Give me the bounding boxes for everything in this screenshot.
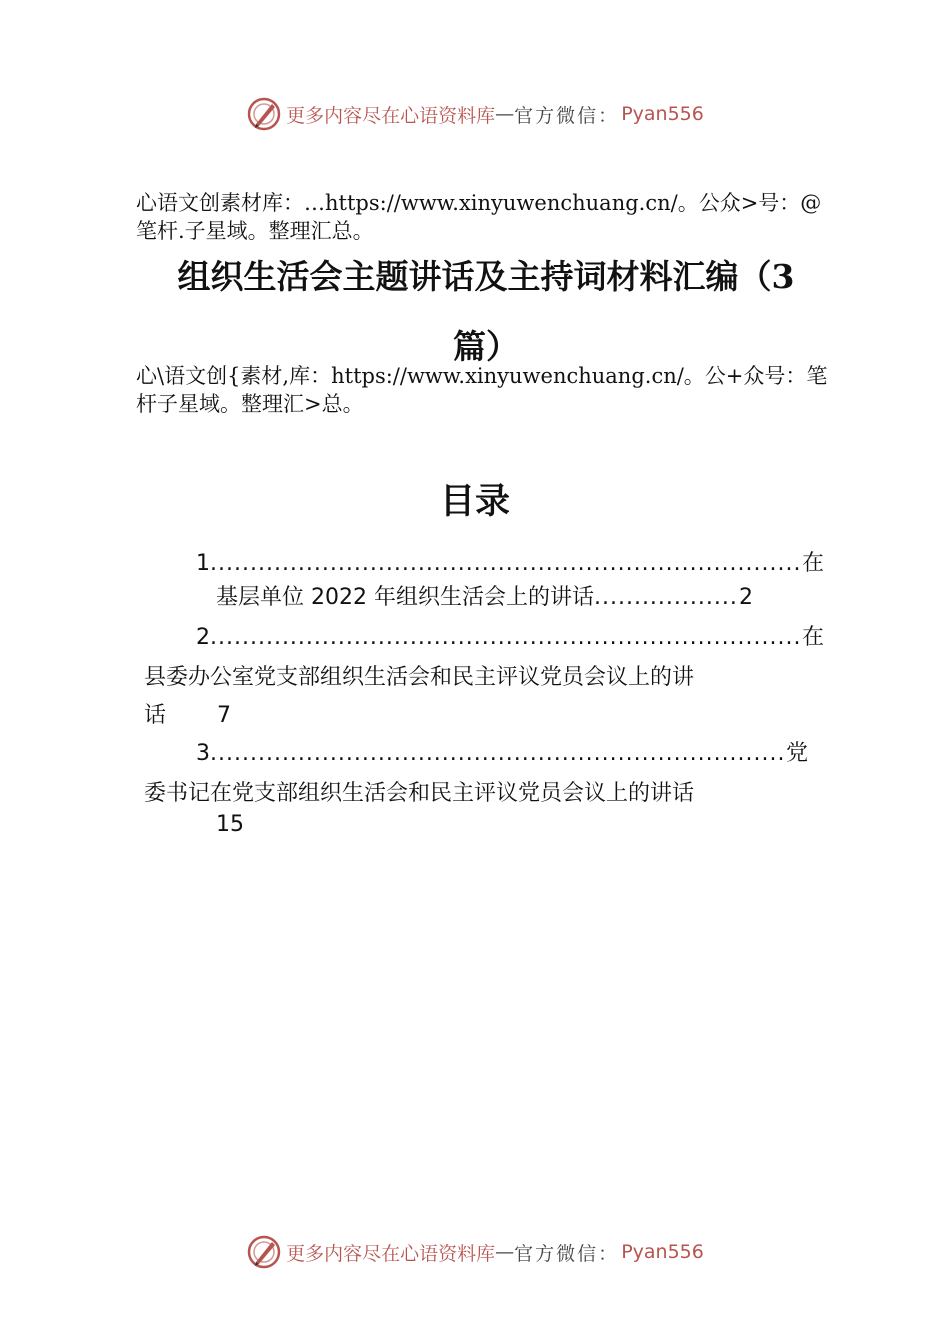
toc-leader-dots [210,551,802,576]
toc-item-3-end[interactable] [144,812,896,846]
banner-text: 更多内容尽在心语资料库 [286,104,496,127]
document-title [136,242,836,382]
footer-banner [0,1232,950,1272]
toc-item-page: 2 [738,585,753,610]
banner-separator: — [495,103,515,125]
toc-item-page: 7 [217,703,232,728]
title-line-1: 组织生活会主题讲话及主持词材料汇编（3 [177,257,795,296]
pen-logo-icon [246,1234,282,1270]
toc-item-page: 15 [216,812,244,837]
title-line-2: 篇） [453,327,519,366]
toc-item-text-start: 在 [801,551,824,576]
toc-item-text: 话 [144,703,167,728]
toc-item-2-end[interactable] [144,698,824,732]
banner-wechat-label: 官方微信： [514,104,620,127]
toc-item-3-rest[interactable] [144,776,824,810]
toc-item-2-lead[interactable] [144,620,824,654]
toc-heading: 目录 [439,481,510,522]
toc-leader-dots [210,741,786,766]
toc-item-3-lead[interactable] [144,736,808,770]
toc-item-text: 县委办公室党支部组织生活会和民主评议党员会议上的讲 [144,665,695,690]
toc-item-number: 2 [196,625,210,650]
toc-item-text-start: 党 [785,741,808,766]
toc-item-2-rest[interactable] [144,660,824,694]
source-note-2: 心\语文创{素材,库：https://www.xinyuwenchuang.cn/。公+众号：笔杆子星域。整理汇>总。 [136,364,828,416]
banner-separator: — [495,1241,515,1263]
banner-wechat-id: Pyan556 [621,1241,704,1263]
banner-wechat-id: Pyan556 [621,103,704,125]
toc-leader-dots [594,585,739,610]
pen-logo-icon [246,96,282,132]
banner-text: 更多内容尽在心语资料库 [286,1242,496,1265]
toc-leader-dots [210,625,802,650]
toc-item-number: 1 [196,551,210,576]
toc-item-1-lead[interactable] [144,546,824,580]
banner-wechat-label: 官方微信： [514,1242,620,1265]
header-banner [0,94,950,134]
toc-item-text-start: 在 [801,625,824,650]
source-note-1: 心语文创素材库：…https://www.xinyuwenchuang.cn/。公众>号：@笔杆.子星域。整理汇总。 [136,191,822,243]
toc-item-number: 3 [196,741,210,766]
toc-item-text: 基层单位 2022 年组织生活会上的讲话 [216,585,594,610]
toc-item-text: 委书记在党支部组织生活会和民主评议党员会议上的讲话 [144,781,695,806]
toc-item-1-rest[interactable] [144,580,896,614]
